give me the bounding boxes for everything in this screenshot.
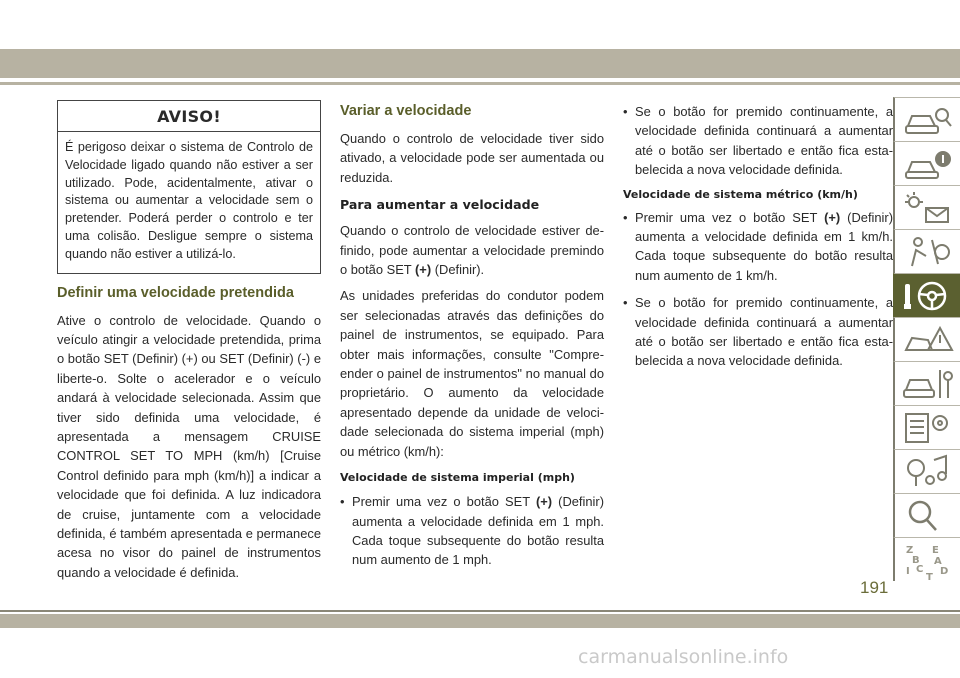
warning-box [57,100,321,274]
header-rule [0,82,960,85]
imperial-heading: Velocidade de sistema imperial (mph) [340,471,575,485]
vary-speed-intro: Quando o controlo de velocidade tiver sido ativado, a velocidade pode ser aumentada ou reduzida. [340,131,604,185]
warning-lights-message-icon[interactable] [893,185,960,229]
list-item: • Se o botão for premido continuamente, a velocidade definida continuará a aumentar até o botão ser libertado e então fica estabelecida a nova velocidade definida. [623,102,893,180]
column-left [57,100,321,582]
set-speed-paragraph: Ative o controlo de velocidade. Quando o veículo atingir a velocidade pretendida, prima o botão SET (Definir) (+) ou SET (Definir) (-) e liberte-o. Solte o acelerador e o veículo andará à velocidade selecionada. Assim que tiver sido definida uma velocidade, é apresentada a mensagem CRUISE CONTROL SET TO MPH (km/h) [Cruise Control definido para mph (km/h)] a indicar a velocidade que foi definida. A luz indicadora de cruise, juntamente com a velocidade definida, é também apresentada e permanece acesa no visor do painel de instrumentos quando a velocidade é definida. [57,312,321,580]
car-tools-icon[interactable] [893,361,960,405]
list-item: • Se o botão for premido continuamente, a velocidade definida continuará a aumentar até o botão ser libertado e então fica estabelecida a nova velocidade definida. [623,293,893,371]
footer-band [0,614,960,628]
header-band [0,49,960,78]
subheading-increase-speed: Para aumentar a velocidade [340,197,540,213]
index-letter: B [912,555,920,566]
watermark: carmanualsonline.info [578,646,789,668]
warning-text: É perigoso deixar o sistema de Controlo de Velocidade ligado quando não estiver a ser utilizado. Pode, acidentalmente, ativar o sistema ou aumentar a velocidade sem o pretender. Poderá perder o controlo e ter uma colisão. Desligue sempre o sistema quando não estiver a utilizá-lo. [65,140,313,261]
bullet-icon: • [623,295,628,311]
increase-speed-paragraph: Quando o controlo de velocidade estiver definido, pode aumentar a velocidade premindo o botão SET (+) (Definir). [340,223,604,278]
multimedia-map-icon[interactable] [893,449,960,493]
steering-wheel-key-icon[interactable] [893,273,960,317]
index-letter: D [940,566,949,577]
metric-heading: Velocidade de sistema métrico (km/h) [623,187,858,201]
index-letters-icon[interactable] [893,537,960,581]
car-crash-warning-icon[interactable] [893,317,960,361]
specifications-gear-icon[interactable] [893,405,960,449]
chapter-tabs [893,97,960,581]
page-number: 191 [860,578,889,597]
index-letter: E [932,545,939,556]
footer-rule [0,610,960,612]
index-letter: T [926,572,933,582]
bullet-icon: • [340,494,345,510]
car-search-icon[interactable] [893,97,960,141]
index-letter: I [906,566,910,577]
index-letter: A [934,556,942,567]
units-paragraph: As unidades preferidas do condutor podem ser selecionadas através das definições do painel de instrumentos, se equipado. Para obter mais informações, consulte "Compreender o painel de instrumentos" no manual do proprietário. O aumento da velocidade apresentado depende da unidade de velocidade selecionada do sistema imperial (mph) ou métrico (km/h): [340,288,604,459]
bullet-icon: • [623,104,628,119]
column-middle [340,100,604,570]
index-letter: C [916,564,924,575]
warning-title: AVISO! [58,101,320,132]
top-margin [0,0,960,49]
list-item: • Premir uma vez o botão SET (+) (Definir) aumenta a velocidade definida em 1 km/h. Cada toque subsequente do botão resulta num aumento de 1 km/h. [623,208,893,286]
search-icon[interactable] [893,493,960,537]
bullet-icon: • [623,209,628,225]
section-heading-set-speed: Definir uma velocidade pretendida [57,284,294,301]
section-heading-vary-speed: Variar a velocidade [340,103,472,119]
column-right [623,100,893,371]
person-airbag-icon[interactable] [893,229,960,273]
list-item: • Premir uma vez o botão SET (+) (Definir) aumenta a velocidade definida em 1 mph. Cada toque subsequente do botão resulta num aumento de 1 mph. [340,492,604,570]
car-info-icon[interactable] [893,141,960,185]
index-letter: Z [906,545,914,556]
